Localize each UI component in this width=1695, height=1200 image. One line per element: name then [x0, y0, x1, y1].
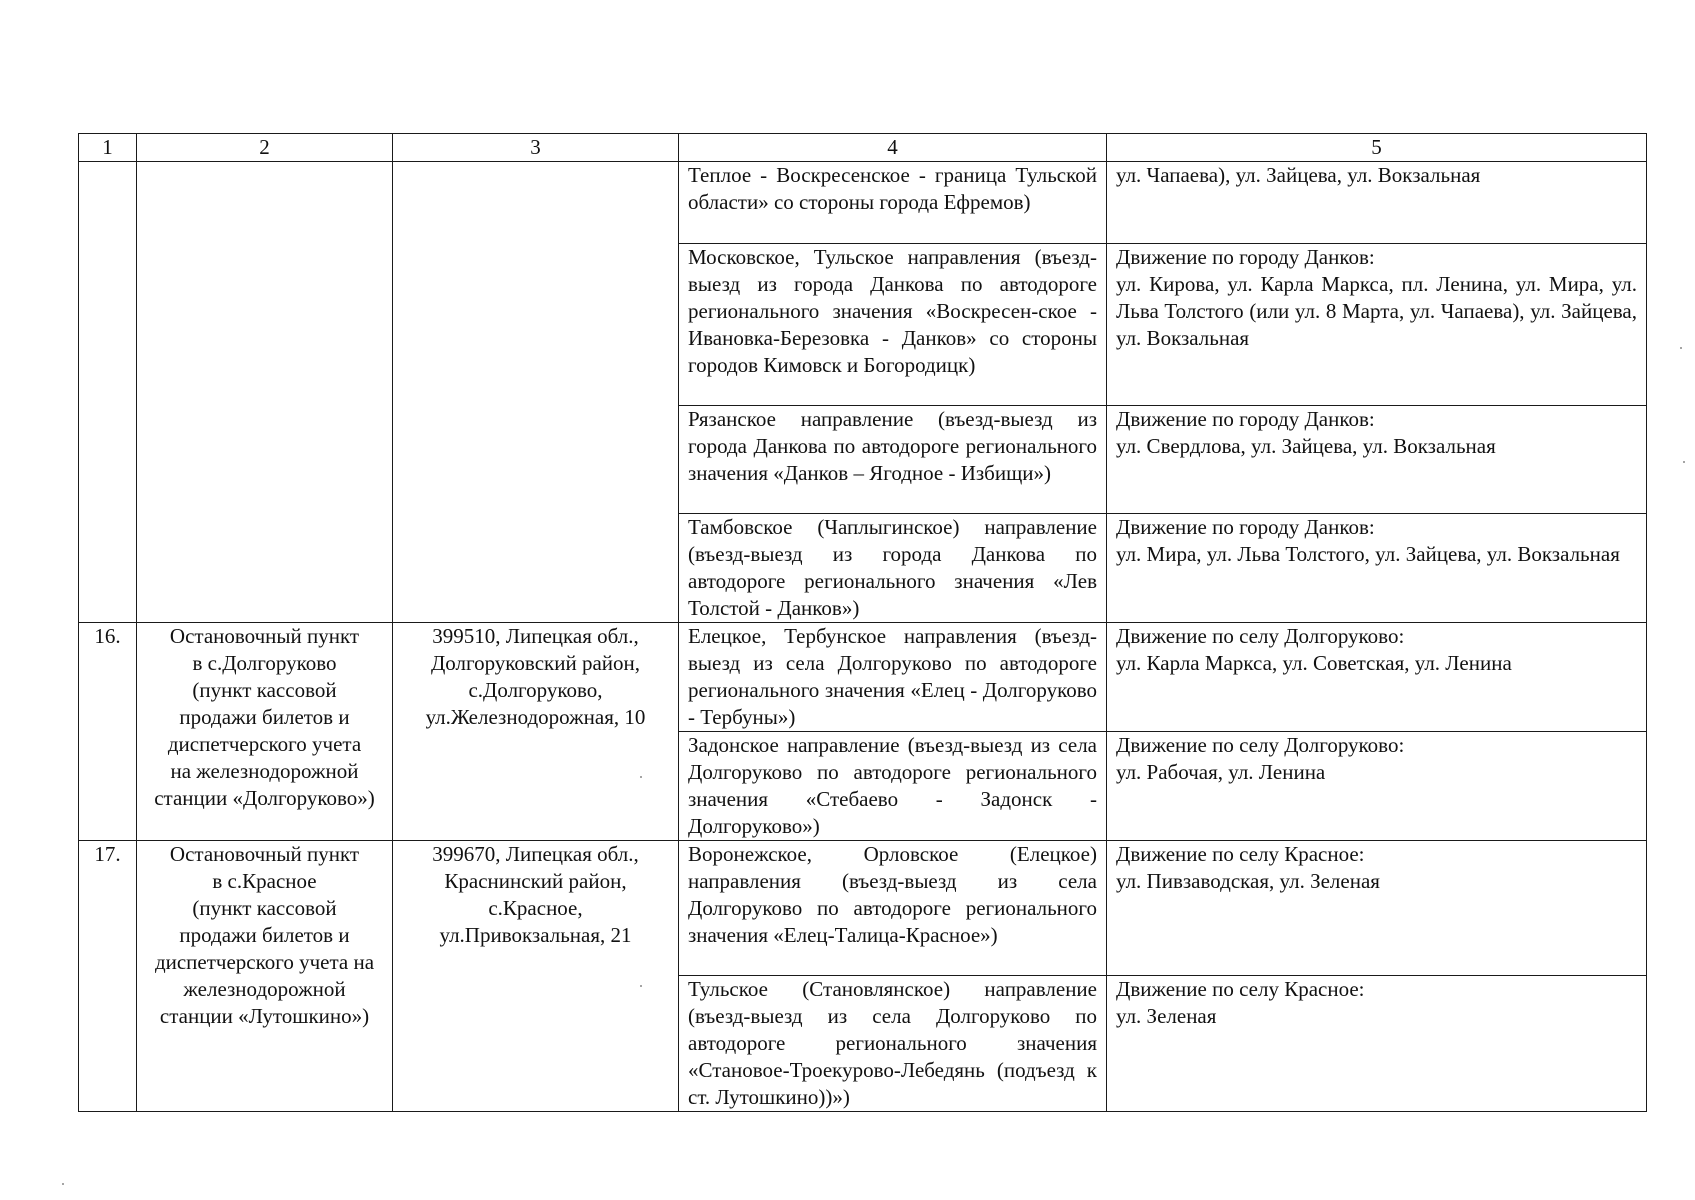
route-movement — [1107, 406, 1647, 514]
route-direction: Елецкое, Тербунское направления (въезд-выезд из села Долгоруково по автодороге регионального значения «Елец - Долгоруково - Тербуны») — [679, 623, 1107, 732]
route-movement — [1107, 732, 1647, 841]
stop-name-line: продажи билетов и — [179, 705, 350, 729]
movement-heading: Движение по селу Долгоруково: — [1116, 733, 1405, 757]
address-line: ул.Привокзальная, 21 — [439, 923, 632, 947]
movement-heading: Движение по городу Данков: — [1116, 407, 1375, 431]
route-direction: Воронежское, Орловское (Елецкое) направления (въезд-выезд из села Долгоруково по автодороге регионального значения «Елец-Талица-Красное») — [679, 841, 1107, 976]
column-number-2: 2 — [137, 134, 393, 162]
address-line: Долгоруковский район, — [430, 651, 641, 675]
route-direction: Теплое - Воскресенское - граница Тульской области» со стороны города Ефремов) — [679, 162, 1107, 244]
stop-name-line: Остановочный пункт — [169, 624, 360, 648]
table-row — [79, 841, 1647, 976]
address-line: 399510, Липецкая обл., — [432, 624, 639, 648]
movement-heading: Движение по городу Данков: — [1116, 245, 1375, 269]
scan-speck — [1680, 347, 1682, 349]
address-line: ул.Железнодорожная, 10 — [425, 705, 646, 729]
routes-table — [78, 133, 1647, 1112]
movement-streets: ул. Карла Маркса, ул. Советская, ул. Ленина — [1116, 651, 1512, 675]
stop-name-line: в с.Красное — [212, 869, 317, 893]
route-direction: Московское, Тульское направления (въезд-выезд из города Данкова по автодороге регионального значения «Воскресен-ское - Ивановка-Березовка - Данков» со стороны городов Кимовск и Богородицк) — [679, 244, 1107, 406]
route-movement — [1107, 841, 1647, 976]
scan-speck — [640, 985, 642, 987]
address-cell — [393, 841, 679, 1112]
movement-heading: Движение по селу Долгоруково: — [1116, 624, 1405, 648]
movement-streets: ул. Пивзаводская, ул. Зеленая — [1116, 869, 1380, 893]
route-movement — [1107, 162, 1647, 244]
stop-name-line: на железнодорожной — [170, 759, 359, 783]
address-cell — [393, 162, 679, 623]
address-line: с.Долгоруково, — [468, 678, 603, 702]
stop-name-line: станции «Долгоруково») — [154, 786, 375, 810]
route-movement — [1107, 623, 1647, 732]
stop-name-line: продажи билетов и — [179, 923, 350, 947]
scan-speck — [640, 776, 642, 778]
stop-name-line: (пункт кассовой — [192, 678, 337, 702]
scan-speck — [62, 1183, 64, 1185]
table-row — [79, 162, 1647, 244]
column-number-4: 4 — [679, 134, 1107, 162]
table-row — [79, 623, 1647, 732]
route-movement — [1107, 244, 1647, 406]
address-line: с.Красное, — [488, 896, 583, 920]
movement-heading: Движение по селу Красное: — [1116, 977, 1365, 1001]
column-number-1: 1 — [79, 134, 137, 162]
route-movement — [1107, 976, 1647, 1112]
column-number-3: 3 — [393, 134, 679, 162]
row-number-cell — [79, 162, 137, 623]
movement-streets: ул. Свердлова, ул. Зайцева, ул. Вокзальная — [1116, 434, 1496, 458]
stop-name-line: диспетчерского учета на — [154, 950, 375, 974]
movement-heading: Движение по городу Данков: — [1116, 515, 1375, 539]
route-direction: Тульское (Становлянское) направление (въезд-выезд из села Долгоруково по автодороге регионального значения «Становое-Троекурово-Лебедянь (подъезд к ст. Лутошкино))») — [679, 976, 1107, 1112]
stop-name-cell — [137, 623, 393, 841]
route-direction: Рязанское направление (въезд-выезд из города Данкова по автодороге регионального значения «Данков – Ягодное - Избищи») — [679, 406, 1107, 514]
column-number-5: 5 — [1107, 134, 1647, 162]
movement-streets: ул. Чапаева), ул. Зайцева, ул. Вокзальная — [1116, 163, 1481, 187]
stop-name-line: железнодорожной — [183, 977, 346, 1001]
movement-streets: ул. Рабочая, ул. Ленина — [1116, 760, 1326, 784]
row-number-cell: 17. — [79, 841, 137, 1112]
stop-name-line: станции «Лутошкино») — [159, 1004, 370, 1028]
movement-streets: ул. Мира, ул. Льва Толстого, ул. Зайцева, ул. Вокзальная — [1116, 542, 1620, 566]
scan-speck — [1683, 461, 1685, 463]
route-direction: Тамбовское (Чаплыгинское) направление (въезд-выезд из города Данкова по автодороге регионального значения «Лев Толстой - Данков») — [679, 514, 1107, 623]
stop-name-line: Остановочный пункт — [169, 842, 360, 866]
address-cell — [393, 623, 679, 841]
route-direction: Задонское направление (въезд-выезд из села Долгоруково по автодороге регионального значения «Стебаево - Задонск - Долгоруково») — [679, 732, 1107, 841]
stop-name-line: в с.Долгоруково — [192, 651, 337, 675]
stop-name-line: (пункт кассовой — [192, 896, 337, 920]
movement-streets: ул. Кирова, ул. Карла Маркса, пл. Ленина, ул. Мира, ул. Льва Толстого (или ул. 8 Марта, ул. Чапаева), ул. Зайцева, ул. Вокзальная — [1116, 272, 1637, 350]
stop-name-cell — [137, 162, 393, 623]
stop-name-cell — [137, 841, 393, 1112]
route-movement — [1107, 514, 1647, 623]
address-line: Краснинский район, — [444, 869, 627, 893]
movement-streets: ул. Зеленая — [1116, 1004, 1217, 1028]
column-number-row — [79, 134, 1647, 162]
address-line: 399670, Липецкая обл., — [432, 842, 639, 866]
movement-heading: Движение по селу Красное: — [1116, 842, 1365, 866]
stop-name-line: диспетчерского учета — [167, 732, 362, 756]
row-number-cell: 16. — [79, 623, 137, 841]
